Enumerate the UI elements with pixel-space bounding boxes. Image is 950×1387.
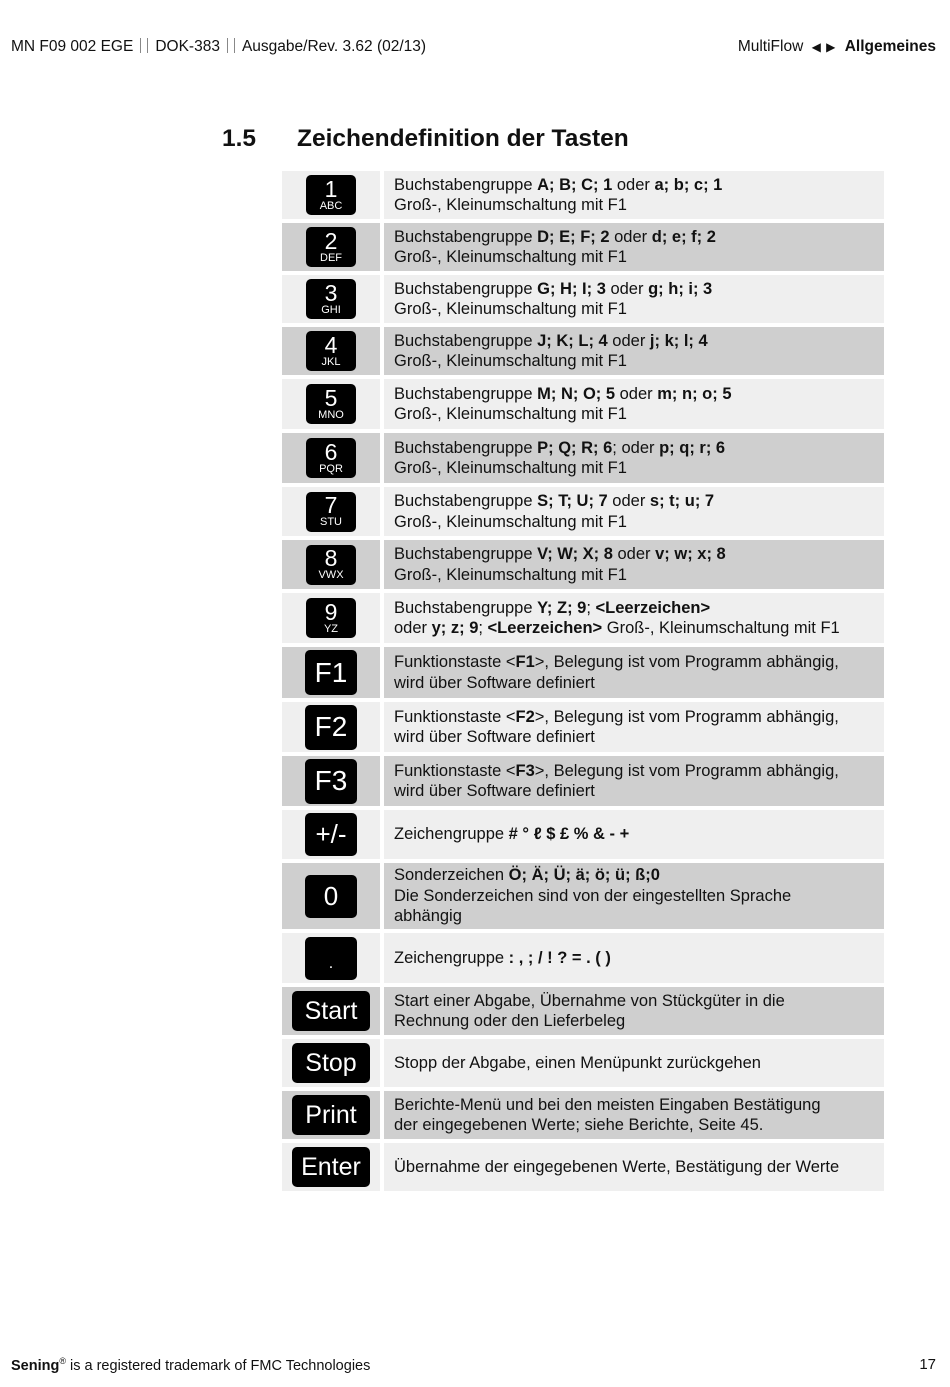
- description-line: [394, 279, 712, 300]
- key-start-icon: [292, 991, 370, 1031]
- description-line: [394, 1115, 821, 1136]
- key-cell: [282, 863, 380, 929]
- text-segment: Zeichengruppe: [394, 948, 509, 967]
- table-row: [282, 1091, 884, 1143]
- key-8-icon: [306, 545, 356, 585]
- key-cell: [282, 987, 380, 1035]
- key-label: Print: [305, 1100, 357, 1129]
- section-title: Zeichendefinition der Tasten: [297, 125, 629, 152]
- description-text: [394, 1053, 761, 1074]
- description-text: [394, 761, 839, 802]
- text-segment: >, Belegung ist vom Programm abhängig,: [534, 653, 839, 671]
- bold-segment: V; W; X; 8: [537, 545, 613, 563]
- bold-segment: m; n; o; 5: [657, 384, 732, 403]
- bold-segment: G; H; I; 3: [537, 279, 606, 298]
- bold-segment: P; Q; R; 6: [537, 438, 613, 457]
- text-segment: Übernahme der eingegebenen Werte, Bestätigung der Werte: [394, 1157, 840, 1176]
- description-line: [394, 438, 725, 459]
- description-text: [394, 865, 791, 927]
- key-cell: [282, 433, 380, 483]
- bold-segment: p; q; r; 6: [659, 438, 726, 457]
- key-description: [384, 1091, 884, 1139]
- text-segment: Buchstabengruppe: [394, 331, 538, 350]
- description-line: [394, 384, 732, 405]
- chapter-name: Allgemeines: [844, 38, 936, 55]
- trademark-text: is a registered trademark of FMC Technologies: [65, 1357, 371, 1374]
- bold-segment: F1: [515, 653, 535, 671]
- bold-segment: A; B; C; 1: [537, 175, 613, 194]
- description-text: [394, 1095, 821, 1136]
- text-segment: Groß-, Kleinumschaltung mit F1: [394, 565, 627, 584]
- description-line: [394, 727, 839, 748]
- description-line: [394, 598, 840, 619]
- text-segment: Groß-, Kleinumschaltung mit F1: [394, 459, 627, 477]
- text-segment: >, Belegung ist vom Programm abhängig,: [534, 761, 839, 780]
- key-label: Stop: [305, 1048, 357, 1077]
- description-line: [394, 331, 708, 352]
- key-6-icon: [306, 438, 356, 478]
- key-description: [384, 1143, 884, 1191]
- description-line: [394, 1095, 821, 1116]
- text-segment: ;: [586, 598, 596, 617]
- bold-segment: v; w; x; 8: [655, 545, 726, 563]
- description-line: [394, 351, 708, 372]
- key-description: [384, 171, 884, 219]
- key-4-icon: [306, 331, 356, 371]
- registered-mark: ®: [59, 1356, 66, 1366]
- bold-segment: S; T; U; 7: [537, 492, 608, 510]
- description-line: [394, 227, 716, 248]
- nav-arrows-icon: ◀ ▶: [811, 40, 837, 54]
- description-line: [394, 652, 839, 673]
- key-letters: JKL: [321, 355, 341, 368]
- description-line: [394, 707, 839, 728]
- key-letters: ABC: [319, 199, 343, 212]
- bold-segment: <Leerzeichen>: [595, 598, 711, 617]
- key-cell: [282, 327, 380, 375]
- text-segment: Buchstabengruppe: [394, 492, 538, 510]
- bold-segment: Ö; Ä; Ü; ä; ö; ü; ß;0: [508, 866, 660, 885]
- key-7-icon: [306, 492, 356, 532]
- key-description: [384, 379, 884, 429]
- table-row: [282, 223, 884, 275]
- header-doc-info: [11, 38, 426, 56]
- bold-segment: g; h; i; 3: [648, 279, 713, 298]
- description-line: [394, 886, 791, 907]
- key-cell: [282, 1091, 380, 1139]
- table-row: [282, 933, 884, 987]
- text-segment: Buchstabengruppe: [394, 175, 538, 194]
- key-cell: [282, 275, 380, 323]
- description-line: [394, 175, 722, 196]
- key-description: [384, 702, 884, 752]
- description-line: [394, 491, 714, 512]
- separator: [140, 38, 148, 53]
- text-segment: wird über Software definiert: [394, 782, 595, 800]
- description-line: [394, 404, 732, 425]
- text-segment: oder: [607, 492, 650, 510]
- description-line: [394, 458, 725, 479]
- text-segment: Die Sonderzeichen sind von der eingestellten Sprache: [394, 886, 792, 905]
- table-row: [282, 487, 884, 540]
- text-segment: Funktionstaste <: [394, 653, 516, 671]
- table-row: [282, 702, 884, 756]
- brand-name: Sening: [11, 1357, 60, 1374]
- description-line: [394, 1053, 761, 1074]
- key-definition-table: [282, 171, 884, 1195]
- table-row: [282, 1143, 884, 1195]
- description-line: [394, 781, 839, 802]
- key-letters: YZ: [323, 622, 339, 635]
- key-letters: STU: [320, 516, 342, 528]
- key-description: [384, 863, 884, 929]
- text-segment: ;: [478, 619, 488, 637]
- description-line: [394, 195, 722, 216]
- key-label: F3: [314, 765, 348, 796]
- key-digit: 5: [324, 384, 338, 411]
- text-segment: Groß-, Kleinumschaltung mit F1: [394, 352, 627, 370]
- table-row: [282, 1039, 884, 1091]
- key-0-icon: [305, 875, 357, 918]
- key-cell: [282, 1143, 380, 1191]
- table-row: [282, 327, 884, 379]
- table-row: [282, 171, 884, 223]
- bold-segment: F3: [515, 761, 535, 780]
- text-segment: Berichte-Menü und bei den meisten Eingaben Bestätigung: [394, 1095, 821, 1114]
- key-letters: GHI: [321, 303, 341, 316]
- key-cell: [282, 593, 380, 643]
- key-f1-icon: [305, 650, 357, 695]
- text-segment: wird über Software definiert: [394, 728, 595, 746]
- table-row: [282, 379, 884, 433]
- description-line: [394, 544, 726, 565]
- description-line: [394, 1011, 785, 1032]
- bold-segment: <Leerzeichen>: [487, 619, 603, 637]
- description-line: [394, 565, 726, 586]
- description-line: [394, 1157, 839, 1178]
- key-digit: 1: [324, 175, 338, 202]
- key-description: [384, 327, 884, 375]
- text-segment: oder: [607, 331, 650, 350]
- text-segment: ; oder: [612, 438, 660, 457]
- description-text: [394, 279, 712, 320]
- bold-segment: : , ; / ! ? = . ( ): [508, 948, 611, 967]
- description-line: [394, 618, 840, 639]
- page-number: 17: [919, 1356, 936, 1373]
- key-label: 0: [323, 880, 339, 911]
- key-digit: 9: [324, 598, 338, 625]
- bold-segment: Y; Z; 9: [537, 598, 587, 617]
- text-segment: Sonderzeichen: [394, 866, 509, 885]
- table-row: [282, 275, 884, 327]
- text-segment: Buchstabengruppe: [394, 598, 538, 617]
- key-f2-icon: [305, 705, 357, 750]
- text-segment: oder: [609, 227, 652, 246]
- dok-number: DOK-383: [155, 38, 220, 55]
- key-description: [384, 1039, 884, 1087]
- description-text: [394, 544, 726, 585]
- text-segment: Buchstabengruppe: [394, 438, 538, 457]
- text-segment: Rechnung oder den Lieferbeleg: [394, 1012, 626, 1030]
- key-cell: [282, 1039, 380, 1087]
- text-segment: oder: [615, 384, 658, 403]
- key-label: Enter: [301, 1152, 361, 1181]
- section-number: 1.5: [222, 125, 257, 152]
- text-segment: Funktionstaste <: [394, 707, 516, 726]
- text-segment: Groß-, Kleinumschaltung mit F1: [394, 196, 627, 214]
- footer-trademark: [11, 1356, 370, 1374]
- description-text: [394, 384, 732, 425]
- key-cell: [282, 487, 380, 536]
- key-label: +/-: [315, 819, 347, 849]
- bold-segment: a; b; c; 1: [654, 175, 723, 194]
- key-description: [384, 223, 884, 271]
- text-segment: Groß-, Kleinumschaltung mit F1: [394, 405, 627, 423]
- key-dot-icon: [305, 937, 357, 980]
- bold-segment: s; t; u; 7: [649, 492, 715, 510]
- description-text: [394, 991, 785, 1032]
- bold-segment: d; e; f; 2: [651, 227, 716, 246]
- key-plus-minus-icon: [305, 813, 357, 856]
- key-label: .: [328, 955, 334, 972]
- key-description: [384, 987, 884, 1035]
- text-segment: abhängig: [394, 907, 462, 926]
- description-text: [394, 824, 629, 845]
- text-segment: Buchstabengruppe: [394, 545, 538, 563]
- key-label: F1: [314, 656, 348, 688]
- bold-segment: F2: [515, 707, 535, 726]
- description-line: [394, 673, 839, 694]
- table-row: [282, 987, 884, 1039]
- bold-segment: y; z; 9: [431, 619, 479, 637]
- key-cell: [282, 756, 380, 806]
- key-2-icon: [306, 227, 356, 267]
- key-5-icon: [306, 384, 356, 424]
- key-1-icon: [306, 175, 356, 215]
- text-segment: Groß-, Kleinumschaltung mit F1: [394, 300, 627, 318]
- key-digit: 6: [324, 438, 338, 465]
- key-stop-icon: [292, 1043, 370, 1083]
- bold-segment: j; k; l; 4: [649, 331, 708, 350]
- key-enter-icon: [292, 1147, 370, 1187]
- header-chapter-info: [738, 38, 936, 56]
- key-digit: 7: [324, 492, 338, 518]
- key-description: [384, 647, 884, 698]
- key-label: Start: [304, 996, 358, 1025]
- key-description: [384, 756, 884, 806]
- text-segment: Start einer Abgabe, Übernahme von Stückgüter in die: [394, 991, 785, 1010]
- text-segment: >, Belegung ist vom Programm abhängig,: [534, 707, 839, 726]
- text-segment: der eingegebenen Werte; siehe Berichte, Seite 45.: [394, 1116, 764, 1134]
- key-cell: [282, 171, 380, 219]
- key-cell: [282, 223, 380, 271]
- description-text: [394, 175, 722, 216]
- key-label: F2: [314, 711, 348, 742]
- text-segment: Groß-, Kleinumschaltung mit F1: [602, 619, 840, 637]
- description-text: [394, 948, 611, 969]
- key-9-icon: [306, 598, 356, 638]
- key-cell: [282, 379, 380, 429]
- description-line: [394, 865, 791, 886]
- page-header: [11, 38, 936, 58]
- table-row: [282, 540, 884, 593]
- description-text: [394, 227, 716, 268]
- description-line: [394, 948, 611, 969]
- bold-segment: M; N; O; 5: [537, 384, 616, 403]
- text-segment: Buchstabengruppe: [394, 227, 538, 246]
- text-segment: Zeichengruppe: [394, 825, 509, 844]
- text-segment: Groß-, Kleinumschaltung mit F1: [394, 512, 627, 531]
- description-line: [394, 512, 714, 533]
- text-segment: Stopp der Abgabe, einen Menüpunkt zurückgehen: [394, 1053, 761, 1072]
- key-description: [384, 540, 884, 589]
- bold-segment: J; K; L; 4: [537, 331, 608, 350]
- key-cell: [282, 702, 380, 752]
- description-line: [394, 824, 629, 845]
- key-cell: [282, 540, 380, 589]
- key-cell: [282, 810, 380, 859]
- key-digit: 3: [324, 279, 338, 306]
- text-segment: oder: [612, 175, 655, 194]
- description-text: [394, 491, 714, 532]
- text-segment: Buchstabengruppe: [394, 279, 538, 298]
- separator: [227, 38, 235, 53]
- key-letters: PQR: [319, 462, 343, 475]
- description-text: [394, 331, 708, 372]
- table-row: [282, 863, 884, 933]
- key-cell: [282, 647, 380, 698]
- text-segment: Buchstabengruppe: [394, 384, 538, 403]
- description-text: [394, 1157, 839, 1178]
- description-line: [394, 991, 785, 1012]
- description-line: [394, 761, 839, 782]
- text-segment: oder: [394, 619, 432, 637]
- bold-segment: D; E; F; 2: [537, 227, 610, 246]
- text-segment: wird über Software definiert: [394, 673, 595, 692]
- key-print-icon: [292, 1095, 370, 1135]
- doc-number: MN F09 002 EGE: [11, 38, 134, 55]
- key-digit: 8: [324, 545, 338, 571]
- table-row: [282, 756, 884, 810]
- table-row: [282, 433, 884, 487]
- description-text: [394, 707, 839, 748]
- table-row: [282, 647, 884, 702]
- key-description: [384, 433, 884, 483]
- text-segment: Groß-, Kleinumschaltung mit F1: [394, 248, 627, 266]
- key-3-icon: [306, 279, 356, 319]
- description-text: [394, 598, 840, 639]
- key-letters: MNO: [318, 408, 344, 421]
- key-letters: DEF: [320, 251, 342, 264]
- section-heading: [222, 125, 629, 153]
- description-line: [394, 906, 791, 927]
- description-text: [394, 652, 839, 693]
- text-segment: oder: [605, 279, 649, 298]
- key-digit: 2: [324, 227, 338, 254]
- table-row: [282, 810, 884, 863]
- product-name: MultiFlow: [737, 38, 804, 55]
- revision: Ausgabe/Rev. 3.62 (02/13): [241, 38, 427, 55]
- key-description: [384, 933, 884, 983]
- key-digit: 4: [324, 331, 338, 358]
- description-line: [394, 247, 716, 268]
- bold-segment: # ° ℓ $ £ % & - +: [508, 825, 630, 844]
- key-letters: VWX: [318, 569, 344, 581]
- description-line: [394, 299, 712, 320]
- text-segment: Funktionstaste <: [394, 761, 516, 780]
- key-description: [384, 275, 884, 323]
- key-description: [384, 487, 884, 536]
- key-description: [384, 810, 884, 859]
- key-cell: [282, 933, 380, 983]
- text-segment: oder: [612, 545, 656, 563]
- key-description: [384, 593, 884, 643]
- table-row: [282, 593, 884, 647]
- description-text: [394, 438, 725, 479]
- key-f3-icon: [305, 759, 357, 804]
